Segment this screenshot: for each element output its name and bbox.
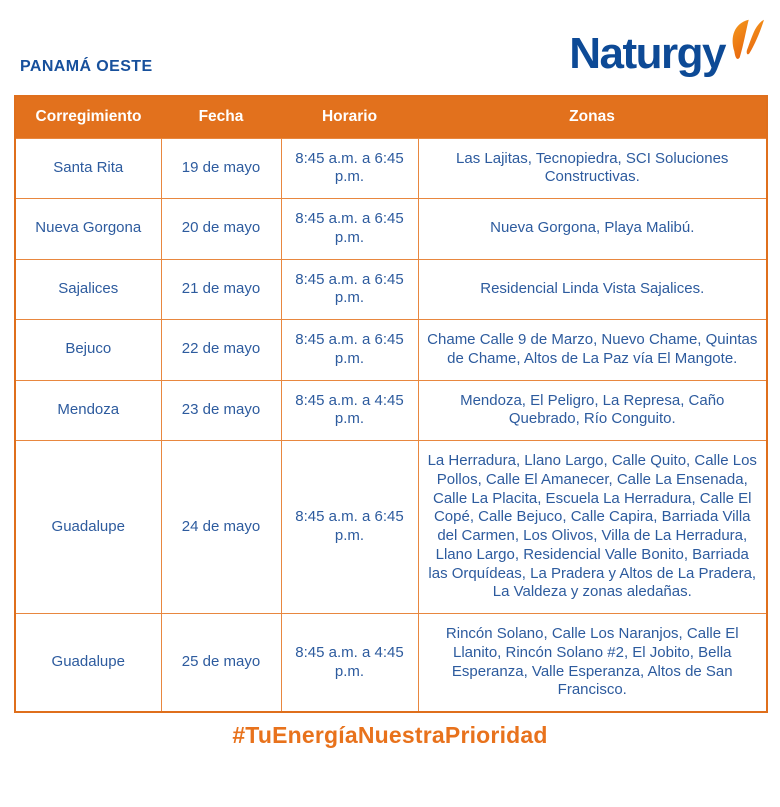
column-header-corregimiento: Corregimiento: [15, 96, 161, 138]
cell-fecha: 21 de mayo: [161, 259, 281, 320]
table-row: [15, 138, 767, 199]
cell-zonas: Rincón Solano, Calle Los Naranjos, Calle El Llanito, Rincón Solano #2, El Jobito, Bella Esperanza, Valle Esperanza, Altos de San Francisco.: [418, 614, 767, 713]
table-header-row: [15, 96, 767, 138]
cell-fecha: 22 de mayo: [161, 320, 281, 381]
table-row: [15, 380, 767, 441]
cell-zonas: Chame Calle 9 de Marzo, Nuevo Chame, Quintas de Chame, Altos de La Paz vía El Mangote.: [418, 320, 767, 381]
region-title: PANAMÁ OESTE: [20, 58, 153, 75]
column-header-zonas: Zonas: [418, 96, 767, 138]
table-row: [15, 259, 767, 320]
cell-corregimiento: Guadalupe: [15, 441, 161, 614]
cell-fecha: 23 de mayo: [161, 380, 281, 441]
cell-corregimiento: Mendoza: [15, 380, 161, 441]
cell-fecha: 20 de mayo: [161, 199, 281, 260]
cell-corregimiento: Santa Rita: [15, 138, 161, 199]
hashtag-footer: #TuEnergíaNuestraPrioridad: [232, 722, 548, 748]
cell-horario: 8:45 a.m. a 6:45 p.m.: [281, 138, 418, 199]
cell-zonas: Residencial Linda Vista Sajalices.: [418, 259, 767, 320]
column-header-fecha: Fecha: [161, 96, 281, 138]
table-body: [15, 138, 767, 712]
cell-corregimiento: Sajalices: [15, 259, 161, 320]
naturgy-butterfly-icon: [728, 18, 764, 70]
cell-fecha: 24 de mayo: [161, 441, 281, 614]
cell-corregimiento: Bejuco: [15, 320, 161, 381]
cell-horario: 8:45 a.m. a 6:45 p.m.: [281, 259, 418, 320]
cell-fecha: 19 de mayo: [161, 138, 281, 199]
cell-zonas: Nueva Gorgona, Playa Malibú.: [418, 199, 767, 260]
page-header: [0, 0, 780, 95]
naturgy-wordmark: Naturgy: [569, 29, 725, 78]
cell-zonas: La Herradura, Llano Largo, Calle Quito, Calle Los Pollos, Calle El Amanecer, Calle La Ensenada, Calle La Placita, Escuela La Herradura, Calle El Copé, Calle Bejuco, Calle Capira, Barriada Villa del Carmen, Los Olivos, Villa de La Herradura, Llano Largo, Residencial Valle Bonito, Barriada las Orquídeas, La Pradera y Altos de La Pradera, La Valdeza y zonas aledañas.: [418, 441, 767, 614]
table-row: [15, 199, 767, 260]
cell-fecha: 25 de mayo: [161, 614, 281, 713]
outage-schedule-table: [14, 95, 768, 713]
naturgy-logo: [569, 18, 764, 76]
cell-corregimiento: Nueva Gorgona: [15, 199, 161, 260]
cell-horario: 8:45 a.m. a 4:45 p.m.: [281, 614, 418, 713]
table-row: [15, 614, 767, 713]
column-header-horario: Horario: [281, 96, 418, 138]
cell-zonas: Mendoza, El Peligro, La Represa, Caño Quebrado, Río Conguito.: [418, 380, 767, 441]
cell-corregimiento: Guadalupe: [15, 614, 161, 713]
cell-horario: 8:45 a.m. a 6:45 p.m.: [281, 441, 418, 614]
cell-zonas: Las Lajitas, Tecnopiedra, SCI Soluciones Constructivas.: [418, 138, 767, 199]
table-row: [15, 441, 767, 614]
table-row: [15, 320, 767, 381]
cell-horario: 8:45 a.m. a 4:45 p.m.: [281, 380, 418, 441]
cell-horario: 8:45 a.m. a 6:45 p.m.: [281, 320, 418, 381]
cell-horario: 8:45 a.m. a 6:45 p.m.: [281, 199, 418, 260]
